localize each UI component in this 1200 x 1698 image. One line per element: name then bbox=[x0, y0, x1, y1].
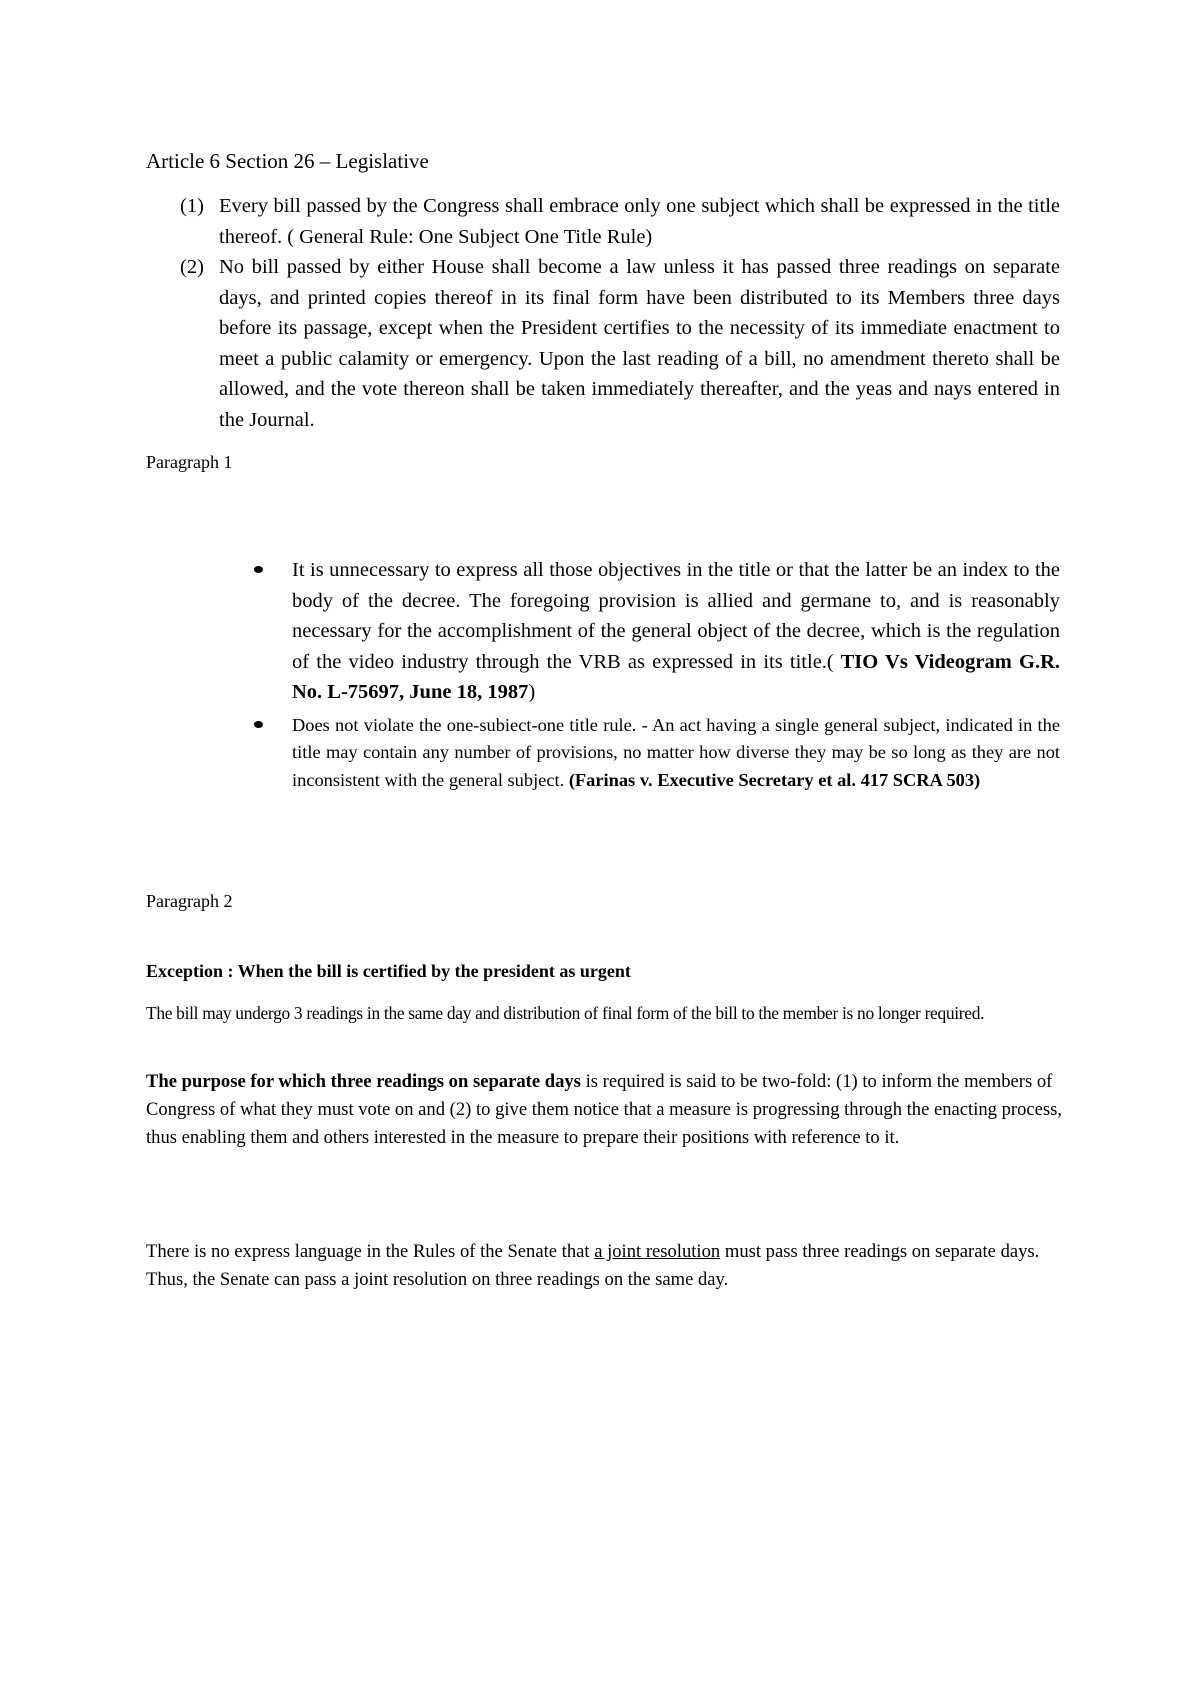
provision-text: No bill passed by either House shall become a law unless it has passed three readings on separate days, and printed copies thereof in its final form have been distributed to its Members three days before its passage, except when the President certifies to the necessity of its immediate enactment to meet a public calamity or emergency. Upon the last reading of a bill, no amendment thereto shall be allowed, and the vote thereon shall be taken immediately thereafter, and the yeas and nays entered in the Journal. bbox=[219, 256, 1060, 431]
bullet-icon bbox=[254, 566, 263, 573]
provision-item bbox=[146, 191, 1060, 252]
bullet-item bbox=[146, 712, 1060, 795]
citation-suffix: ) bbox=[528, 681, 536, 703]
joint-resolution-paragraph bbox=[146, 1238, 1064, 1294]
case-citation: (Farinas v. Executive Secretary et al. 417 SCRA 503) bbox=[568, 769, 981, 790]
paragraph-1-bullet-list bbox=[146, 555, 1060, 794]
bullet-icon bbox=[254, 721, 263, 728]
joint-resolution-underlined: a joint resolution bbox=[594, 1241, 721, 1262]
exception-body: The bill may undergo 3 readings in the same day and distribution of final form of the bill to the member is no longer required. bbox=[146, 1003, 985, 1023]
provision-text: Every bill passed by the Congress shall embrace only one subject which shall be expressed in the title thereof. ( General Rule: One Subject One Title Rule) bbox=[219, 195, 1060, 248]
joint-text-after: must pass three readings on separate days. Thus, the Senate can pass a joint resolution on three readings on the same day. bbox=[146, 1241, 1040, 1290]
bullet-item bbox=[146, 555, 1060, 708]
provision-number: (2) bbox=[180, 256, 204, 278]
case-citation: TIO Vs Videogram G.R. No. L-75697, June 18, 1987 bbox=[292, 650, 1060, 703]
provision-number: (1) bbox=[180, 195, 204, 217]
purpose-paragraph bbox=[146, 1068, 1064, 1152]
document-title: Article 6 Section 26 – Legislative bbox=[146, 149, 429, 173]
provision-list bbox=[146, 191, 1060, 435]
exception-heading: Exception : When the bill is certified by the president as urgent bbox=[146, 961, 631, 981]
provision-item bbox=[146, 252, 1060, 435]
purpose-text: is required is said to be two-fold: (1) to inform the members of Congress of what they must vote on and (2) to give them notice that a measure is progressing through the enacting process, thus enabling them and others interested in the measure to prepare their positions with reference to it. bbox=[146, 1071, 1063, 1148]
paragraph-2-heading: Paragraph 2 bbox=[146, 891, 233, 911]
bullet-text: It is unnecessary to express all those objectives in the title or that the latter be an index to the body of the decree. The foregoing provision is allied and germane to, and is reasonably necessary for the accomplishment of the general object of the decree, which is the regulation of the video industry through the VRB as expressed in its title.( bbox=[292, 559, 1060, 673]
joint-text-before: There is no express language in the Rules of the Senate that bbox=[146, 1241, 595, 1262]
purpose-bold-lead: The purpose for which three readings on separate days bbox=[146, 1071, 581, 1092]
paragraph-1-heading: Paragraph 1 bbox=[146, 452, 233, 472]
bullet-text: Does not violate the one-subiect-one title rule. - An act having a single general subject, indicated in the title may contain any number of provisions, no matter how diverse they may be so long as they are not inconsistent with the general subject. bbox=[292, 714, 1060, 790]
